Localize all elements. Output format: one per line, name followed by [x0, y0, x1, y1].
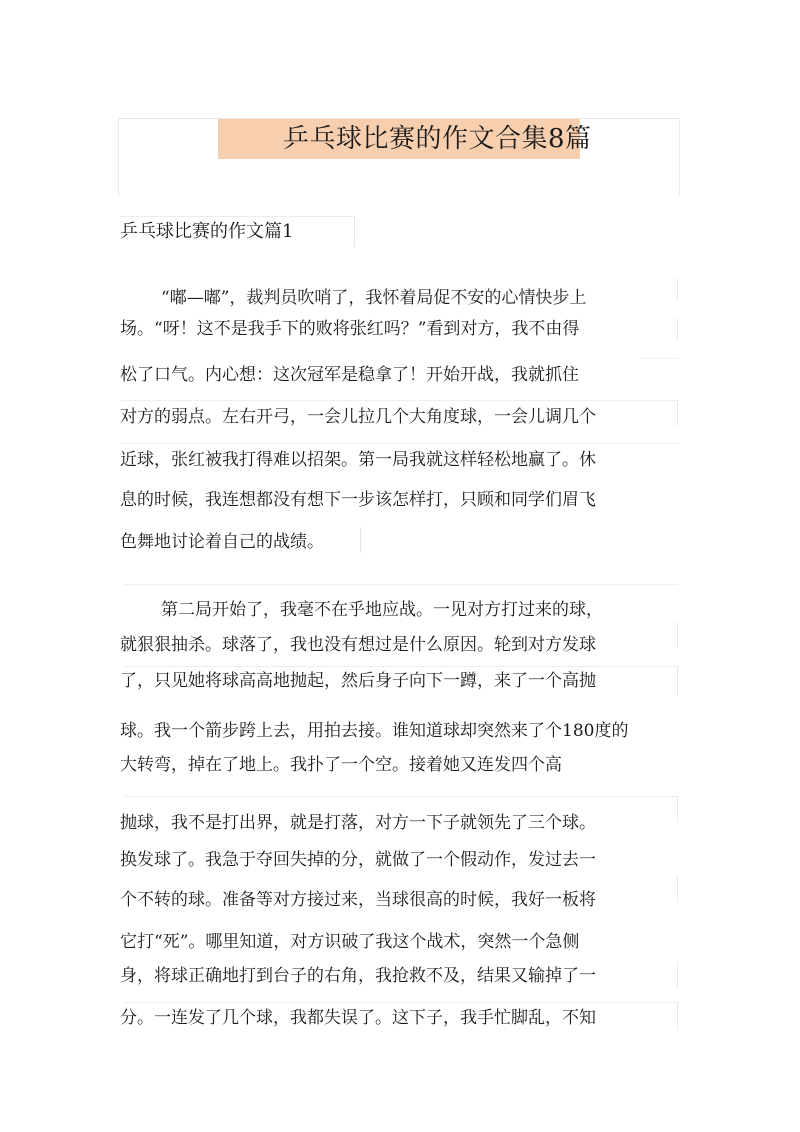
text-line: 球。我一个箭步跨上去，用拍去接。谁知道球却突然来了个180度的: [120, 721, 629, 741]
scan-artifact: [124, 666, 678, 667]
scan-artifact: [677, 962, 678, 988]
text-line: 近球，张红被我打得难以招架。第一局我就这样轻松地赢了。休: [120, 450, 596, 470]
scan-artifact: [124, 584, 678, 585]
text-line: 息的时候，我连想都没有想下一步该怎样打，只顾和同学们眉飞: [120, 490, 596, 510]
text-line: 就狠狠抽杀。球落了，我也没有想过是什么原因。轮到对方发球: [120, 635, 596, 655]
text-line: 了，只见她将球高高地抛起，然后身子向下一蹲，来了一个高抛: [120, 671, 596, 691]
scan-artifact: [677, 1002, 678, 1030]
scan-artifact: [120, 443, 678, 444]
scan-artifact: [677, 622, 678, 648]
text-line: 换发球了。我急于夺回失掉的分，就做了一个假动作，发过去一: [120, 850, 596, 870]
scan-artifact: [640, 358, 678, 359]
text-line: 松了口气。内心想：这次冠军是稳拿了！开始开战，我就抓住: [120, 365, 579, 385]
scan-artifact: [677, 876, 678, 902]
text-line: 抛球，我不是打出界，就是打落，对方一下子就领先了三个球。: [120, 813, 596, 833]
text-line: 它打“死”。哪里知道，对方识破了我这个战术，突然一个急侧: [120, 932, 580, 952]
scan-artifact: [120, 400, 678, 401]
text-line: 身，将球正确地打到台子的右角，我抢救不及，结果又输掉了一: [120, 966, 596, 986]
section-heading: 乒乓球比赛的作文篇1: [120, 221, 294, 242]
text-line: 分。一连发了几个球，我都失误了。这下子，我手忙脚乱，不知: [120, 1008, 596, 1028]
scan-artifact: [124, 796, 678, 797]
scan-artifact: [677, 318, 678, 340]
scan-artifact: [677, 278, 678, 300]
scan-artifact: [360, 527, 361, 553]
scan-artifact: [677, 666, 678, 696]
text-line: 色舞地讨论着自己的战绩。: [120, 532, 324, 552]
text-line: “嘟—嘟”，裁判员吹哨了，我怀着局促不安的心情快步上: [161, 288, 587, 308]
document-title: 乒乓球比赛的作文合集8篇: [283, 124, 592, 154]
scan-artifact: [124, 1002, 678, 1003]
scan-artifact: [677, 400, 678, 426]
text-line: 场。“呀！这不是我手下的败将张红吗？”看到对方，我不由得: [120, 319, 580, 339]
scan-artifact: [677, 796, 678, 822]
text-line: 大转弯，掉在了地上。我扑了一个空。接着她又连发四个高: [120, 755, 562, 775]
text-line: 第二局开始了，我毫不在乎地应战。一见对方打过来的球，: [161, 600, 603, 620]
text-line: 对方的弱点。左右开弓，一会儿拉几个大角度球，一会儿调几个: [120, 407, 596, 427]
text-line: 个不转的球。准备等对方接过来，当球很高的时候，我好一板将: [120, 890, 596, 910]
